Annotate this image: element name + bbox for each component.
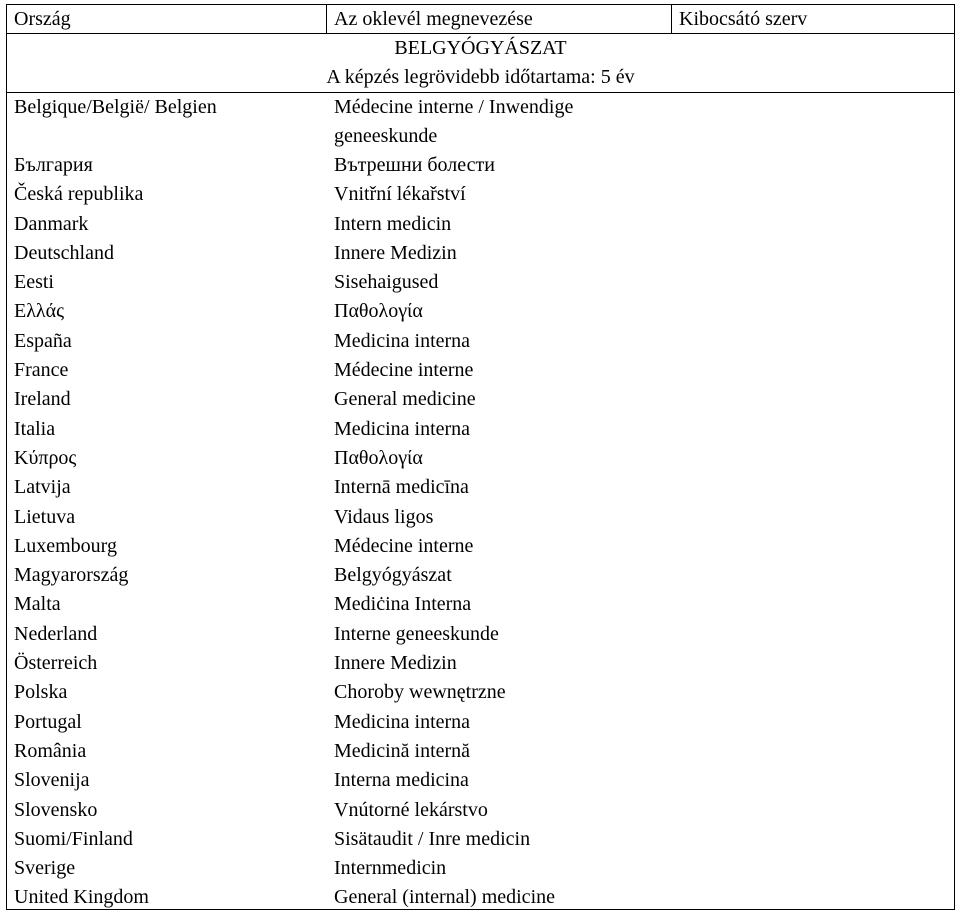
- table-row: [7, 356, 954, 385]
- issuer-cell: [672, 415, 954, 444]
- country-cell: Malta: [14, 593, 61, 616]
- diploma-cell: Вътрешни болести: [334, 154, 495, 176]
- country-cell: Portugal: [14, 710, 82, 733]
- country-cell: Belgique/België/ Belgien: [14, 96, 217, 118]
- country-cell: Österreich: [14, 652, 98, 675]
- diploma-table: [6, 4, 955, 910]
- diploma-cell: Sisehaigused: [334, 271, 439, 294]
- table-body: [7, 93, 954, 913]
- section-title: BELGYÓGYÁSZAT: [394, 37, 567, 59]
- diploma-cell: Médecine interne: [334, 359, 474, 382]
- table-row: [7, 590, 954, 619]
- diploma-cell: Innere Medizin: [334, 241, 457, 264]
- country-cell: Nederland: [14, 622, 98, 645]
- table-row: [7, 532, 954, 561]
- issuer-cell: [672, 766, 954, 795]
- country-cell: Luxembourg: [14, 534, 117, 557]
- diploma-cell: Medicina interna: [334, 329, 471, 352]
- diploma-cell: General (internal) medicine: [334, 886, 555, 909]
- issuer-cell: [672, 678, 954, 707]
- table-row: [7, 297, 954, 326]
- issuer-cell: [672, 444, 954, 473]
- country-cell: Sverige: [14, 857, 76, 880]
- diploma-cell: Mediċina Interna: [334, 593, 472, 616]
- table-row: [7, 649, 954, 678]
- country-cell: Eesti: [14, 271, 54, 294]
- country-cell: Magyarország: [14, 564, 129, 587]
- issuer-cell: [672, 327, 954, 356]
- issuer-cell: [672, 620, 954, 649]
- header-country: Ország: [7, 5, 327, 33]
- table-row: [7, 708, 954, 737]
- table-row: [7, 444, 954, 473]
- country-cell: Danmark: [14, 212, 89, 235]
- table-row: [7, 151, 954, 180]
- diploma-cell: Medicina interna: [334, 417, 471, 440]
- issuer-cell: [672, 796, 954, 825]
- table-row: [7, 268, 954, 297]
- diploma-cell: Belgyógyászat: [334, 564, 452, 587]
- issuer-cell: [672, 590, 954, 619]
- country-cell: România: [14, 739, 87, 762]
- country-cell: España: [14, 329, 72, 352]
- country-cell: Italia: [14, 417, 56, 440]
- diploma-cell: Παθολογία: [334, 446, 423, 469]
- diploma-cell: Medicină internă: [334, 739, 471, 762]
- table-row: [7, 796, 954, 825]
- country-cell: Slovenija: [14, 769, 90, 792]
- diploma-cell: General medicine: [334, 388, 476, 411]
- issuer-cell: [672, 708, 954, 737]
- table-row: [7, 415, 954, 444]
- table-row: [7, 854, 954, 883]
- issuer-cell: [672, 561, 954, 590]
- section-heading: [7, 34, 954, 93]
- diploma-cell: Innere Medizin: [334, 652, 457, 675]
- issuer-cell: [672, 825, 954, 854]
- diploma-cell: Sisätaudit / Inre medicin: [334, 827, 531, 850]
- country-cell: Ελλάς: [14, 300, 65, 323]
- country-cell: България: [14, 154, 93, 176]
- diploma-cell: Intern medicin: [334, 212, 452, 235]
- table-row: [7, 180, 954, 209]
- header-diploma: Az oklevél megnevezése: [327, 5, 672, 33]
- table-row: [7, 473, 954, 502]
- country-cell: United Kingdom: [14, 886, 149, 909]
- diploma-cell: Médecine interne / Inwendige geneeskunde: [334, 96, 574, 147]
- table-row: [7, 825, 954, 854]
- issuer-cell: [672, 532, 954, 561]
- issuer-cell: [672, 385, 954, 414]
- diploma-cell: Interne geneeskunde: [334, 622, 499, 645]
- table-header: [7, 5, 954, 34]
- country-cell: Latvija: [14, 476, 71, 499]
- issuer-cell: [672, 356, 954, 385]
- country-cell: Slovensko: [14, 798, 98, 821]
- country-cell: Česká republika: [14, 183, 144, 206]
- table-row: [7, 93, 954, 151]
- issuer-cell: [672, 883, 954, 912]
- table-row: [7, 561, 954, 590]
- issuer-cell: [672, 180, 954, 209]
- table-row: [7, 620, 954, 649]
- issuer-cell: [672, 268, 954, 297]
- diploma-cell: Interna medicina: [334, 769, 469, 792]
- country-cell: Suomi/Finland: [14, 827, 133, 850]
- issuer-cell: [672, 151, 954, 180]
- country-cell: Ireland: [14, 388, 71, 411]
- country-cell: Κύπρος: [14, 446, 77, 469]
- country-cell: France: [14, 359, 69, 382]
- table-row: [7, 210, 954, 239]
- diploma-cell: Vnútorné lekárstvo: [334, 798, 488, 821]
- issuer-cell: [672, 210, 954, 239]
- issuer-cell: [672, 239, 954, 268]
- diploma-cell: Παθολογία: [334, 300, 423, 323]
- country-cell: Lietuva: [14, 505, 76, 528]
- table-row: [7, 327, 954, 356]
- table-row: [7, 239, 954, 268]
- country-cell: Polska: [14, 681, 68, 704]
- table-row: [7, 766, 954, 795]
- diploma-cell: Vidaus ligos: [334, 505, 434, 528]
- diploma-cell: Internā medicīna: [334, 476, 469, 499]
- issuer-cell: [672, 854, 954, 883]
- table-row: [7, 678, 954, 707]
- issuer-cell: [672, 649, 954, 678]
- diploma-cell: Médecine interne: [334, 534, 474, 557]
- diploma-cell: Vnitřní lékařství: [334, 183, 466, 206]
- table-row: [7, 883, 954, 912]
- table-row: [7, 503, 954, 532]
- issuer-cell: [672, 297, 954, 326]
- issuer-cell: [672, 503, 954, 532]
- issuer-cell: [672, 473, 954, 502]
- diploma-cell: Choroby wewnętrzne: [334, 681, 506, 704]
- table-row: [7, 737, 954, 766]
- country-cell: Deutschland: [14, 241, 114, 264]
- table-row: [7, 385, 954, 414]
- section-subtitle: A képzés legrövidebb időtartama: 5 év: [326, 66, 635, 88]
- header-issuer: Kibocsátó szerv: [679, 8, 808, 30]
- diploma-cell: Medicina interna: [334, 710, 471, 733]
- issuer-cell: [672, 93, 954, 151]
- diploma-cell: Internmedicin: [334, 857, 447, 880]
- issuer-cell: [672, 737, 954, 766]
